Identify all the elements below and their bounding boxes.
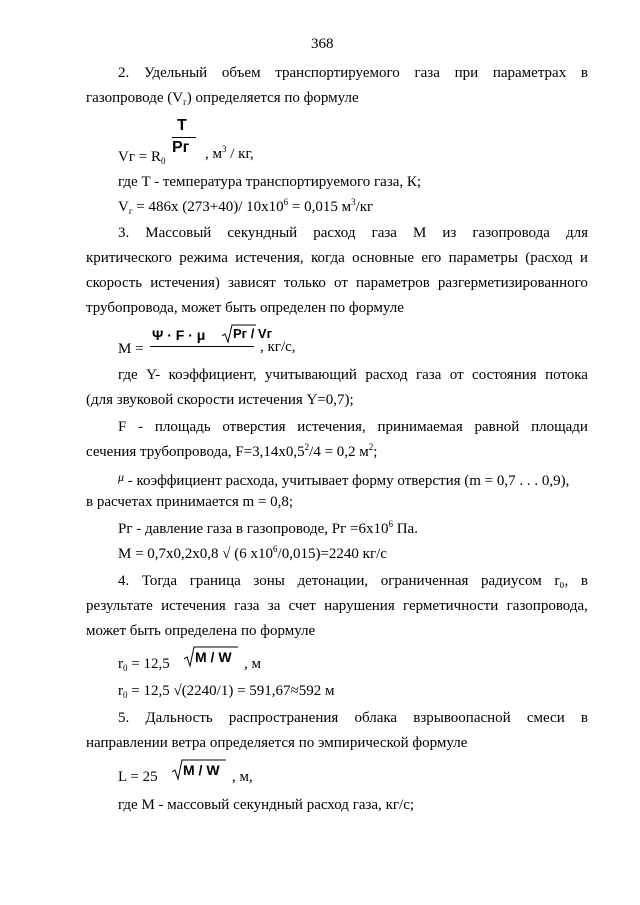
word: параметров: [355, 275, 430, 291]
word: радиусом: [481, 573, 542, 589]
word: ограниченная: [380, 573, 469, 589]
s3-where3-line1: [118, 468, 569, 490]
s4-calc: [118, 682, 335, 700]
subscript: 0: [123, 690, 128, 700]
subscript: г: [128, 206, 133, 216]
area-text-end: ;: [373, 444, 378, 460]
s3-where3-line2: в расчетах принимается m = 0,8;: [86, 494, 294, 510]
word: расход: [365, 367, 408, 383]
formula-m-units: , кг/с,: [260, 339, 296, 355]
word: параметрах: [492, 65, 567, 81]
s2-line1: [118, 64, 588, 82]
word: 2.: [118, 65, 130, 81]
formula-l-sqrt: [172, 759, 226, 781]
word: потока: [545, 367, 588, 383]
s3-where2-line2: [86, 443, 377, 461]
word: газа: [414, 65, 440, 81]
word: учитывающий: [264, 367, 357, 383]
word: из: [442, 225, 457, 241]
word: Массовый: [145, 225, 212, 241]
s5-line2: направлении ветра определяется по эмпирической формуле: [86, 735, 468, 751]
formula-m-factors: Ψ · F · μ: [152, 327, 206, 343]
word: 3.: [118, 225, 130, 241]
word: коэффициент,: [168, 367, 257, 383]
word: в: [580, 710, 588, 726]
superscript: 6: [283, 197, 289, 207]
subscript: г: [183, 97, 187, 107]
formula-vg-denominator: Pг: [172, 139, 190, 156]
superscript: 3: [351, 197, 356, 207]
formula-r0-sqrt: [184, 646, 238, 668]
word: за: [267, 598, 281, 614]
calc-text-mid: = 486х (273+40)/ 10х10: [132, 199, 284, 215]
s3-where1-line2: (для звуковой скорости истечения Y=0,7);: [86, 392, 354, 408]
word: истечения,: [297, 419, 366, 435]
word: площадь: [154, 419, 211, 435]
formula-r0: [118, 655, 170, 673]
calc-text-post: = 0,015 м: [288, 199, 352, 215]
units-text: , м: [205, 146, 222, 162]
word: нарушения: [324, 598, 395, 614]
word: состояния: [472, 367, 537, 383]
superscript: 6: [273, 544, 278, 554]
word: где: [118, 367, 138, 383]
subscript: 0: [123, 663, 128, 673]
word: Удельный: [143, 65, 208, 81]
s3-line1: [118, 224, 588, 242]
s4-line1: [118, 572, 588, 590]
word: транспортируемого: [275, 65, 400, 81]
formula-m-numerator: [152, 326, 205, 344]
word: газа: [234, 598, 260, 614]
word: газа: [371, 225, 397, 241]
word: зоны: [253, 573, 285, 589]
word: истечения: [161, 598, 226, 614]
formula-r0-units: , м: [244, 656, 261, 672]
formula-l: L = 25: [118, 769, 158, 785]
formula-r0-lhs: r: [118, 656, 123, 672]
word: для: [565, 225, 588, 241]
s3-where2-line1: [118, 418, 588, 436]
r0-calc-lhs: r: [118, 683, 123, 699]
s3-line2: [86, 249, 588, 267]
formula-m-lhs: M =: [118, 341, 144, 357]
s5-where: где М - массовый секундный расход газа, кг/с;: [118, 797, 415, 813]
word: Y-: [146, 367, 161, 383]
word: от: [334, 275, 348, 291]
subscript: 0: [160, 156, 166, 166]
word: результате: [86, 598, 153, 614]
units-text-end: / кг,: [226, 146, 254, 162]
area-text: сечения трубопровода, F=3,14х0,5: [86, 444, 305, 460]
word: истечения,: [235, 250, 304, 266]
s3-line4: трубопровода, может быть определен по формуле: [86, 300, 404, 316]
s3-where1-line1: [118, 366, 588, 384]
word: (расход: [525, 250, 573, 266]
word: зависят: [228, 275, 276, 291]
formula-l-units: , м,: [232, 769, 253, 785]
word: секундный: [227, 225, 298, 241]
page-number: 368: [311, 36, 334, 52]
formula-vg-numerator: T: [177, 117, 187, 134]
s2-line2: [86, 89, 359, 107]
m-calc-text-end: /0,015)=2240 кг/с: [277, 546, 387, 562]
formula-m-fraction-bar: [150, 346, 254, 347]
s5-line1: [118, 709, 588, 727]
word: газопровода: [472, 225, 550, 241]
word: и: [579, 250, 588, 266]
formula-l-radicand: M / W: [183, 762, 220, 778]
word: взрывоопасной: [413, 710, 511, 726]
word: Тогда: [141, 573, 178, 589]
word: равной: [474, 419, 520, 435]
mu-description: - коэффициент расхода, учитывает форму отверстия (m = 0,7 . . . 0,9),: [124, 473, 570, 489]
word: детонации,: [297, 573, 369, 589]
s3-line3: [86, 274, 588, 292]
superscript: 2: [368, 442, 374, 452]
word: 4.: [118, 573, 130, 589]
s2-line2-text: газопроводе (V: [86, 90, 184, 106]
word: распространения: [228, 710, 339, 726]
word: r₀,: [554, 573, 569, 589]
s2-calc: [118, 198, 373, 216]
s2-where: где T - температура транспортируемого газа, К;: [118, 174, 422, 190]
formula-r0-radicand: M / W: [195, 649, 232, 665]
s4-line3: может быть определена по формуле: [86, 623, 316, 639]
s3-m-calc: [118, 545, 387, 563]
formula-m-sqrt: [222, 324, 273, 344]
superscript: 6: [388, 519, 393, 529]
superscript: 2: [304, 442, 310, 452]
word: -: [138, 419, 144, 435]
word: газа: [416, 367, 442, 383]
word: критического: [86, 250, 172, 266]
word: 5.: [118, 710, 130, 726]
word: истечения): [150, 275, 220, 291]
word: в: [580, 65, 588, 81]
mu-symbol: μ: [118, 470, 125, 484]
word: смеси: [526, 710, 565, 726]
word: при: [454, 65, 479, 81]
formula-vg-fraction-bar: [172, 137, 196, 138]
pressure-text: Рг - давление газа в газопроводе, Рг =6х10: [118, 521, 389, 537]
word: расход: [313, 225, 356, 241]
r0-calc-rhs: = 12,5 √(2240/1) = 591,67≈592 м: [127, 683, 335, 699]
calc-text: V: [118, 199, 129, 215]
word: в: [580, 573, 588, 589]
word: разгерметизированного: [437, 275, 588, 291]
formula-vg-lhs: Vг = R: [118, 149, 161, 165]
word: облака: [354, 710, 398, 726]
word: принимаемая: [377, 419, 463, 435]
s4-line2: [86, 597, 588, 615]
word: площади: [531, 419, 588, 435]
word: газопровода,: [506, 598, 588, 614]
formula-r0-coef: = 12,5: [127, 656, 170, 672]
word: отверстия: [222, 419, 286, 435]
area-text-mid: /4 = 0,2 м: [309, 444, 369, 460]
m-calc-text: М = 0,7х0,2х0,8 √ (6 х10: [118, 546, 274, 562]
formula-vg-units: [205, 145, 254, 163]
s2-line2-text-end: ) определяется по формуле: [186, 90, 359, 106]
s3-pressure: [118, 520, 418, 538]
formula-vg: [118, 148, 165, 166]
word: основные: [352, 250, 414, 266]
pressure-text-end: Па.: [392, 521, 418, 537]
word: режима: [179, 250, 228, 266]
word: М: [413, 225, 427, 241]
word: скорость: [86, 275, 143, 291]
word: параметры: [448, 250, 518, 266]
word: от: [449, 367, 464, 383]
word: объем: [221, 65, 261, 81]
calc-text-end: /кг: [355, 199, 374, 215]
superscript: 3: [222, 144, 227, 154]
word: только: [283, 275, 326, 291]
word: герметичности: [403, 598, 499, 614]
word: когда: [311, 250, 345, 266]
word: F: [118, 419, 127, 435]
word: счет: [288, 598, 316, 614]
word: его: [421, 250, 442, 266]
word: граница: [189, 573, 241, 589]
word: Дальность: [145, 710, 213, 726]
formula-m-radicand: Pг / Vг: [233, 326, 273, 341]
